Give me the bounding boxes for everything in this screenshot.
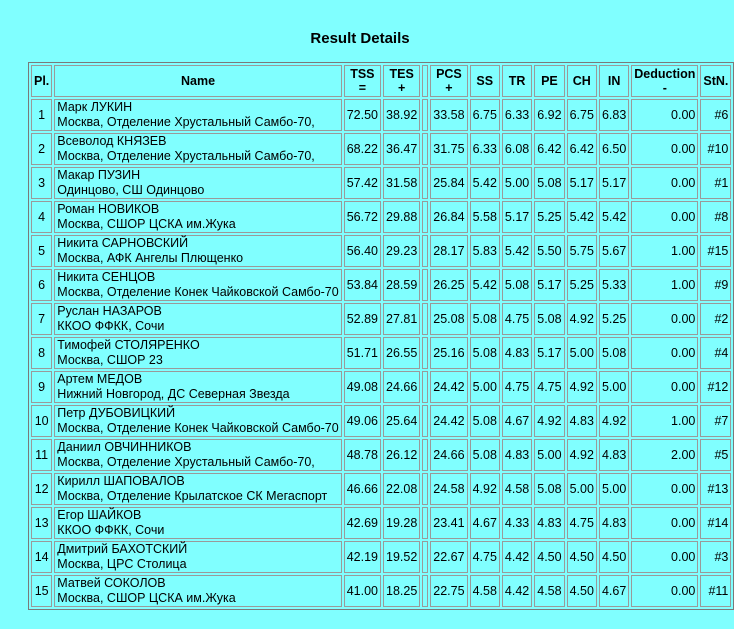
ch-cell: 5.42: [567, 201, 597, 233]
skater-club: Москва, Отделение Хрустальный Самбо-70,: [57, 455, 315, 469]
in-cell: 4.92: [599, 405, 629, 437]
table-row: [31, 235, 731, 267]
ch-cell: 4.83: [567, 405, 597, 437]
spacer-cell: [422, 201, 428, 233]
spacer-cell: [422, 269, 428, 301]
deduction-cell: 0.00: [631, 167, 698, 199]
skater-name: Макар ПУЗИН: [57, 168, 141, 182]
tr-cell: 6.33: [502, 99, 532, 131]
tr-cell: 4.33: [502, 507, 532, 539]
in-cell: 6.83: [599, 99, 629, 131]
col-header-ss: SS: [470, 65, 500, 97]
place-cell: 14: [31, 541, 52, 573]
col-header-tss: TSS =: [344, 65, 381, 97]
pe-cell: 4.58: [534, 575, 564, 607]
tss-cell: 53.84: [344, 269, 381, 301]
tss-cell: 56.40: [344, 235, 381, 267]
tr-cell: 4.67: [502, 405, 532, 437]
deduction-cell: 1.00: [631, 235, 698, 267]
tss-cell: 42.19: [344, 541, 381, 573]
table-row: [31, 99, 731, 131]
tss-cell: 48.78: [344, 439, 381, 471]
ch-cell: 6.42: [567, 133, 597, 165]
place-cell: 6: [31, 269, 52, 301]
start-number-cell: #2: [700, 303, 731, 335]
spacer-cell: [422, 303, 428, 335]
skater-cell: [54, 99, 341, 131]
in-cell: 4.50: [599, 541, 629, 573]
skater-cell: [54, 439, 341, 471]
skater-name: Петр ДУБОВИЦКИЙ: [57, 406, 176, 420]
col-header-pcs: PCS +: [430, 65, 467, 97]
deduction-cell: 0.00: [631, 133, 698, 165]
skater-name: Никита САРНОВСКИЙ: [57, 236, 189, 250]
ch-cell: 4.92: [567, 303, 597, 335]
skater-cell: [54, 167, 341, 199]
skater-club: Москва, ЦРС Столица: [57, 557, 187, 571]
pe-cell: 5.25: [534, 201, 564, 233]
skater-name: Марк ЛУКИН: [57, 100, 133, 114]
skater-club: ККОО ФФКК, Сочи: [57, 319, 165, 333]
tss-cell: 52.89: [344, 303, 381, 335]
place-cell: 4: [31, 201, 52, 233]
pcs-cell: 31.75: [430, 133, 467, 165]
skater-club: Москва, СШОР ЦСКА им.Жука: [57, 217, 236, 231]
table-row: [31, 473, 731, 505]
skater-club: Москва, Отделение Крылатское СК Мегаспорт: [57, 489, 328, 503]
pcs-cell: 24.42: [430, 371, 467, 403]
pcs-cell: 25.08: [430, 303, 467, 335]
pcs-cell: 23.41: [430, 507, 467, 539]
deduction-cell: 0.00: [631, 473, 698, 505]
tes-cell: 29.23: [383, 235, 420, 267]
skater-club: Москва, Отделение Конек Чайковской Самбо-70: [57, 285, 339, 299]
tr-cell: 4.75: [502, 303, 532, 335]
start-number-cell: #12: [700, 371, 731, 403]
tes-cell: 29.88: [383, 201, 420, 233]
in-cell: 5.00: [599, 473, 629, 505]
tes-cell: 36.47: [383, 133, 420, 165]
start-number-cell: #5: [700, 439, 731, 471]
pe-cell: 5.50: [534, 235, 564, 267]
ch-cell: 4.92: [567, 371, 597, 403]
tr-cell: 4.42: [502, 541, 532, 573]
ss-cell: 5.42: [470, 167, 500, 199]
in-cell: 5.08: [599, 337, 629, 369]
place-cell: 13: [31, 507, 52, 539]
skater-cell: [54, 337, 341, 369]
skater-name: Даниил ОВЧИННИКОВ: [57, 440, 192, 454]
skater-cell: [54, 133, 341, 165]
tr-cell: 4.83: [502, 439, 532, 471]
spacer-cell: [422, 439, 428, 471]
deduction-cell: 2.00: [631, 439, 698, 471]
skater-name: Дмитрий БАХОТСКИЙ: [57, 542, 188, 556]
tes-cell: 27.81: [383, 303, 420, 335]
table-row: [31, 167, 731, 199]
col-header-tes: TES +: [383, 65, 420, 97]
in-cell: 5.33: [599, 269, 629, 301]
skater-name: Матвей СОКОЛОВ: [57, 576, 166, 590]
skater-name: Всеволод КНЯЗЕВ: [57, 134, 167, 148]
tr-cell: 4.83: [502, 337, 532, 369]
skater-club: Москва, АФК Ангелы Плющенко: [57, 251, 244, 265]
pe-cell: 5.17: [534, 269, 564, 301]
col-header-pe: PE: [534, 65, 564, 97]
ch-cell: 5.00: [567, 337, 597, 369]
tss-cell: 49.06: [344, 405, 381, 437]
place-cell: 8: [31, 337, 52, 369]
ch-cell: 5.75: [567, 235, 597, 267]
start-number-cell: #10: [700, 133, 731, 165]
in-cell: 4.67: [599, 575, 629, 607]
skater-name: Никита СЕНЦОВ: [57, 270, 156, 284]
in-cell: 4.83: [599, 439, 629, 471]
table-row: [31, 371, 731, 403]
ss-cell: 6.75: [470, 99, 500, 131]
spacer-cell: [422, 235, 428, 267]
spacer-cell: [422, 405, 428, 437]
tss-cell: 41.00: [344, 575, 381, 607]
deduction-cell: 0.00: [631, 201, 698, 233]
pcs-cell: 24.66: [430, 439, 467, 471]
skater-club: Нижний Новгород, ДС Северная Звезда: [57, 387, 290, 401]
start-number-cell: #7: [700, 405, 731, 437]
place-cell: 15: [31, 575, 52, 607]
results-table: [28, 62, 734, 610]
place-cell: 3: [31, 167, 52, 199]
pe-cell: 5.08: [534, 473, 564, 505]
start-number-cell: #4: [700, 337, 731, 369]
ss-cell: 5.08: [470, 337, 500, 369]
pcs-cell: 24.58: [430, 473, 467, 505]
spacer-cell: [422, 167, 428, 199]
table-row: [31, 201, 731, 233]
skater-cell: [54, 507, 341, 539]
tes-cell: 26.55: [383, 337, 420, 369]
pe-cell: 4.83: [534, 507, 564, 539]
tes-cell: 22.08: [383, 473, 420, 505]
skater-club: ККОО ФФКК, Сочи: [57, 523, 165, 537]
tes-cell: 24.66: [383, 371, 420, 403]
deduction-cell: 0.00: [631, 371, 698, 403]
spacer-cell: [422, 133, 428, 165]
ss-cell: 5.00: [470, 371, 500, 403]
pe-cell: 4.75: [534, 371, 564, 403]
spacer-cell: [422, 541, 428, 573]
tss-cell: 46.66: [344, 473, 381, 505]
place-cell: 7: [31, 303, 52, 335]
tes-cell: 26.12: [383, 439, 420, 471]
start-number-cell: #9: [700, 269, 731, 301]
place-cell: 12: [31, 473, 52, 505]
deduction-cell: 0.00: [631, 575, 698, 607]
skater-cell: [54, 575, 341, 607]
place-cell: 10: [31, 405, 52, 437]
skater-name: Тимофей СТОЛЯРЕНКО: [57, 338, 200, 352]
skater-cell: [54, 201, 341, 233]
ss-cell: 5.42: [470, 269, 500, 301]
pcs-cell: 26.25: [430, 269, 467, 301]
skater-club: Москва, Отделение Хрустальный Самбо-70,: [57, 115, 315, 129]
in-cell: 5.17: [599, 167, 629, 199]
ss-cell: 6.33: [470, 133, 500, 165]
pcs-cell: 26.84: [430, 201, 467, 233]
col-header-stn: StN.: [700, 65, 731, 97]
ch-cell: 4.75: [567, 507, 597, 539]
col-spacer: [422, 65, 428, 97]
pcs-cell: 25.16: [430, 337, 467, 369]
ss-cell: 4.58: [470, 575, 500, 607]
tes-cell: 25.64: [383, 405, 420, 437]
skater-cell: [54, 541, 341, 573]
spacer-cell: [422, 371, 428, 403]
table-row: [31, 133, 731, 165]
ch-cell: 6.75: [567, 99, 597, 131]
tes-cell: 31.58: [383, 167, 420, 199]
tr-cell: 5.42: [502, 235, 532, 267]
in-cell: 5.67: [599, 235, 629, 267]
table-row: [31, 575, 731, 607]
skater-club: Москва, Отделение Конек Чайковской Самбо-70: [57, 421, 339, 435]
tes-cell: 19.52: [383, 541, 420, 573]
ch-cell: 4.50: [567, 541, 597, 573]
spacer-cell: [422, 337, 428, 369]
ss-cell: 5.08: [470, 303, 500, 335]
ch-cell: 5.25: [567, 269, 597, 301]
table-row: [31, 269, 731, 301]
pe-cell: 5.17: [534, 337, 564, 369]
ss-cell: 4.92: [470, 473, 500, 505]
pcs-cell: 28.17: [430, 235, 467, 267]
place-cell: 2: [31, 133, 52, 165]
spacer-cell: [422, 99, 428, 131]
tes-cell: 38.92: [383, 99, 420, 131]
deduction-cell: 0.00: [631, 541, 698, 573]
pe-cell: 6.92: [534, 99, 564, 131]
start-number-cell: #8: [700, 201, 731, 233]
tss-cell: 68.22: [344, 133, 381, 165]
skater-name: Роман НОВИКОВ: [57, 202, 160, 216]
in-cell: 5.42: [599, 201, 629, 233]
pe-cell: 4.92: [534, 405, 564, 437]
col-header-deduction: Deduction -: [631, 65, 698, 97]
table-row: [31, 439, 731, 471]
start-number-cell: #11: [700, 575, 731, 607]
col-header-name: Name: [54, 65, 341, 97]
deduction-cell: 0.00: [631, 99, 698, 131]
skater-club: Москва, СШОР 23: [57, 353, 163, 367]
tr-cell: 5.00: [502, 167, 532, 199]
pcs-cell: 24.42: [430, 405, 467, 437]
start-number-cell: #6: [700, 99, 731, 131]
place-cell: 1: [31, 99, 52, 131]
tes-cell: 28.59: [383, 269, 420, 301]
deduction-cell: 1.00: [631, 269, 698, 301]
pcs-cell: 22.67: [430, 541, 467, 573]
tss-cell: 56.72: [344, 201, 381, 233]
col-header-pl: Pl.: [31, 65, 52, 97]
tr-cell: 4.75: [502, 371, 532, 403]
pe-cell: 5.00: [534, 439, 564, 471]
ss-cell: 5.08: [470, 439, 500, 471]
ch-cell: 4.92: [567, 439, 597, 471]
deduction-cell: 0.00: [631, 337, 698, 369]
ch-cell: 5.00: [567, 473, 597, 505]
col-header-ch: CH: [567, 65, 597, 97]
ch-cell: 5.17: [567, 167, 597, 199]
skater-club: Одинцово, СШ Одинцово: [57, 183, 205, 197]
skater-name: Кирилл ШАПОВАЛОВ: [57, 474, 185, 488]
deduction-cell: 0.00: [631, 507, 698, 539]
pe-cell: 4.50: [534, 541, 564, 573]
place-cell: 9: [31, 371, 52, 403]
spacer-cell: [422, 575, 428, 607]
tr-cell: 5.08: [502, 269, 532, 301]
tss-cell: 49.08: [344, 371, 381, 403]
table-row: [31, 507, 731, 539]
tss-cell: 42.69: [344, 507, 381, 539]
pe-cell: 6.42: [534, 133, 564, 165]
table-row: [31, 541, 731, 573]
skater-cell: [54, 473, 341, 505]
skater-cell: [54, 371, 341, 403]
ss-cell: 5.58: [470, 201, 500, 233]
place-cell: 5: [31, 235, 52, 267]
spacer-cell: [422, 507, 428, 539]
start-number-cell: #3: [700, 541, 731, 573]
table-row: [31, 337, 731, 369]
in-cell: 6.50: [599, 133, 629, 165]
skater-cell: [54, 303, 341, 335]
deduction-cell: 1.00: [631, 405, 698, 437]
pcs-cell: 33.58: [430, 99, 467, 131]
ss-cell: 5.08: [470, 405, 500, 437]
skater-cell: [54, 269, 341, 301]
page-title: Result Details: [310, 30, 410, 47]
skater-name: Егор ШАЙКОВ: [57, 508, 142, 522]
tss-cell: 51.71: [344, 337, 381, 369]
skater-name: Артем МЕДОВ: [57, 372, 143, 386]
ss-cell: 4.75: [470, 541, 500, 573]
start-number-cell: #13: [700, 473, 731, 505]
place-cell: 11: [31, 439, 52, 471]
tr-cell: 4.58: [502, 473, 532, 505]
pe-cell: 5.08: [534, 167, 564, 199]
tr-cell: 4.42: [502, 575, 532, 607]
start-number-cell: #15: [700, 235, 731, 267]
pe-cell: 5.08: [534, 303, 564, 335]
deduction-cell: 0.00: [631, 303, 698, 335]
start-number-cell: #14: [700, 507, 731, 539]
start-number-cell: #1: [700, 167, 731, 199]
col-header-tr: TR: [502, 65, 532, 97]
pcs-cell: 22.75: [430, 575, 467, 607]
skater-club: Москва, Отделение Хрустальный Самбо-70,: [57, 149, 315, 163]
tes-cell: 19.28: [383, 507, 420, 539]
pcs-cell: 25.84: [430, 167, 467, 199]
skater-name: Руслан НАЗАРОВ: [57, 304, 162, 318]
table-row: [31, 405, 731, 437]
tr-cell: 6.08: [502, 133, 532, 165]
in-cell: 4.83: [599, 507, 629, 539]
header-row: [31, 65, 731, 97]
skater-cell: [54, 405, 341, 437]
ss-cell: 4.67: [470, 507, 500, 539]
tss-cell: 57.42: [344, 167, 381, 199]
skater-cell: [54, 235, 341, 267]
tss-cell: 72.50: [344, 99, 381, 131]
tr-cell: 5.17: [502, 201, 532, 233]
col-header-in: IN: [599, 65, 629, 97]
table-row: [31, 303, 731, 335]
in-cell: 5.25: [599, 303, 629, 335]
skater-club: Москва, СШОР ЦСКА им.Жука: [57, 591, 236, 605]
tes-cell: 18.25: [383, 575, 420, 607]
ss-cell: 5.83: [470, 235, 500, 267]
ch-cell: 4.50: [567, 575, 597, 607]
spacer-cell: [422, 473, 428, 505]
in-cell: 5.00: [599, 371, 629, 403]
